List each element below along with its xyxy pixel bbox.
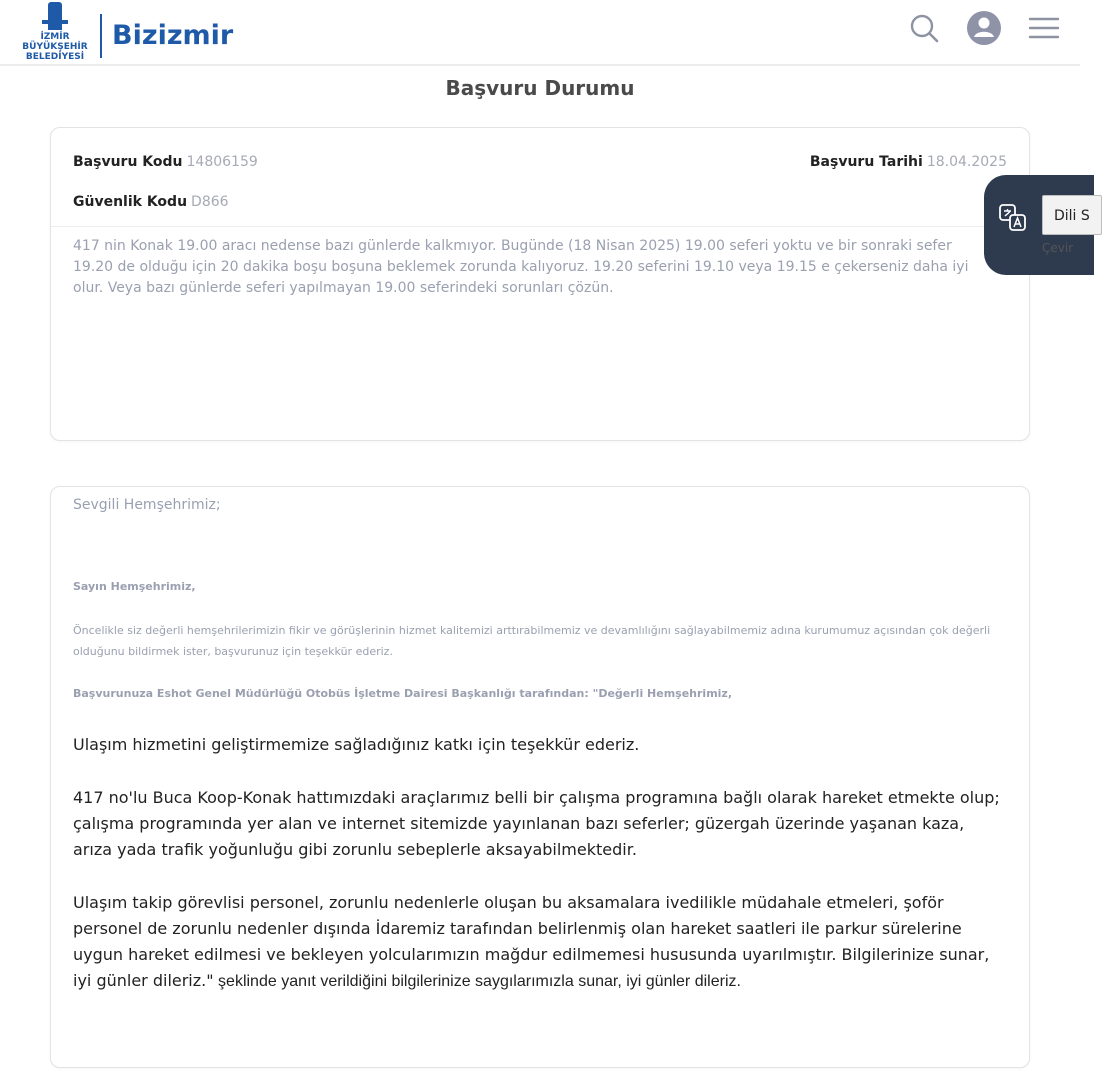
application-card bbox=[50, 127, 1030, 441]
top-header bbox=[0, 0, 1080, 66]
application-code-row bbox=[73, 154, 258, 170]
response-card bbox=[50, 486, 1030, 1068]
logo-line-1: İZMİR bbox=[40, 32, 70, 42]
complaint-text: 417 nin Konak 19.00 aracı nedense bazı günlerde kalkmıyor. Bugünde (18 Nisan 2025) 19.00 seferi yoktu ve bir sonraki sefer 19.20 de olduğu için 20 dakika boşu boşuna beklemek zorunda kalıyoruz. 19.20 seferini 19.10 veya 19.15 e çekerseniz daha iyi olur. Veya bazı günlerde seferi yapılmayan 19.00 seferindeki sorunları çözün. bbox=[73, 238, 969, 296]
page-title: Başvuru Durumu bbox=[445, 76, 635, 100]
clock-tower-icon bbox=[48, 2, 62, 30]
izmir-municipality-logo[interactable] bbox=[20, 2, 90, 62]
logo-divider bbox=[100, 14, 102, 58]
response-paragraph-3 bbox=[73, 890, 1008, 995]
brand-part-2-text: izmir bbox=[157, 20, 234, 51]
response-from-line: Başvurunuza Eshot Genel Müdürlüğü Otobüs İşletme Dairesi Başkanlığı tarafından: "Değerli Hemşehrimiz, bbox=[73, 687, 733, 700]
response-paragraph-3-main: Ulaşım takip görevlisi personel, zorunlu nedenlerle oluşan bu aksamalara ivedilikle müdahale etmeleri, şoför personel de zorunlu nedenler dışında İdaremiz tarafından belirlenmiş olan hareket saatleri ile parkur sürelerine uygun hareket edilmesi ve bekleyen yolcularımızın mağdur edilmemesi hususunda uyarılmıştır. Bilgilerinize sunar, iyi günler dileriz." bbox=[73, 893, 990, 990]
application-code-value: 14806159 bbox=[186, 154, 258, 170]
translate-widget bbox=[984, 175, 1094, 275]
application-date-row bbox=[810, 154, 1007, 170]
translate-powered-text: Çevir bbox=[1042, 241, 1074, 255]
translate-icon[interactable] bbox=[998, 203, 1028, 233]
brand-part-1: Biz bbox=[112, 20, 158, 51]
search-icon[interactable] bbox=[906, 10, 942, 46]
logo-line-2: BÜYÜKŞEHİR bbox=[22, 42, 88, 52]
bizizmir-brand[interactable] bbox=[112, 20, 233, 51]
security-code-value: D866 bbox=[191, 194, 229, 210]
response-paragraph-3-tail: şeklinde yanıt verildiğini bilgilerinize saygılarımızla sunar, iyi günler dileriz. bbox=[213, 973, 741, 990]
response-intro: Öncelikle siz değerli hemşehrilerimizin fikir ve görüşlerinin hizmet kalitemizi arttırabilmemiz ve devamlılığını sağlayabilmemiz adına kurumumuz açısından çok değerli olduğunu bildirmek ister, başvurunuz için teşekkür ederiz. bbox=[73, 624, 991, 658]
security-code-label: Güvenlik Kodu bbox=[73, 194, 188, 210]
application-code-label: Başvuru Kodu bbox=[73, 154, 183, 170]
hamburger-menu-icon[interactable] bbox=[1026, 10, 1062, 46]
response-paragraph-1: Ulaşım hizmetini geliştirmemize sağladığınız katkı için teşekkür ederiz. bbox=[73, 735, 640, 754]
logo-line-3: BELEDİYESİ bbox=[25, 52, 85, 62]
language-select[interactable]: Dili S bbox=[1042, 195, 1102, 235]
card-divider bbox=[51, 226, 1029, 227]
response-greeting: Sevgili Hemşehrimiz; bbox=[73, 497, 221, 513]
response-paragraph-2: 417 no'lu Buca Koop-Konak hattımızdaki araçlarımız belli bir çalışma programına bağlı olarak hareket etmekte olup; çalışma programında yer alan ve internet sitemizde yayınlanan bazı seferler; güzergah üzerinde yaşanan kaza, arıza yada trafik yoğunluğu gibi zorunlu sebeplerle aksayabilmektedir. bbox=[73, 788, 1000, 859]
brand-part-2 bbox=[158, 20, 234, 51]
response-salutation: Sayın Hemşehrimiz, bbox=[73, 580, 196, 593]
application-date-label: Başvuru Tarihi bbox=[809, 154, 923, 170]
application-date-value: 18.04.2025 bbox=[926, 154, 1007, 170]
security-code-row bbox=[73, 194, 229, 210]
user-icon[interactable] bbox=[966, 10, 1002, 46]
